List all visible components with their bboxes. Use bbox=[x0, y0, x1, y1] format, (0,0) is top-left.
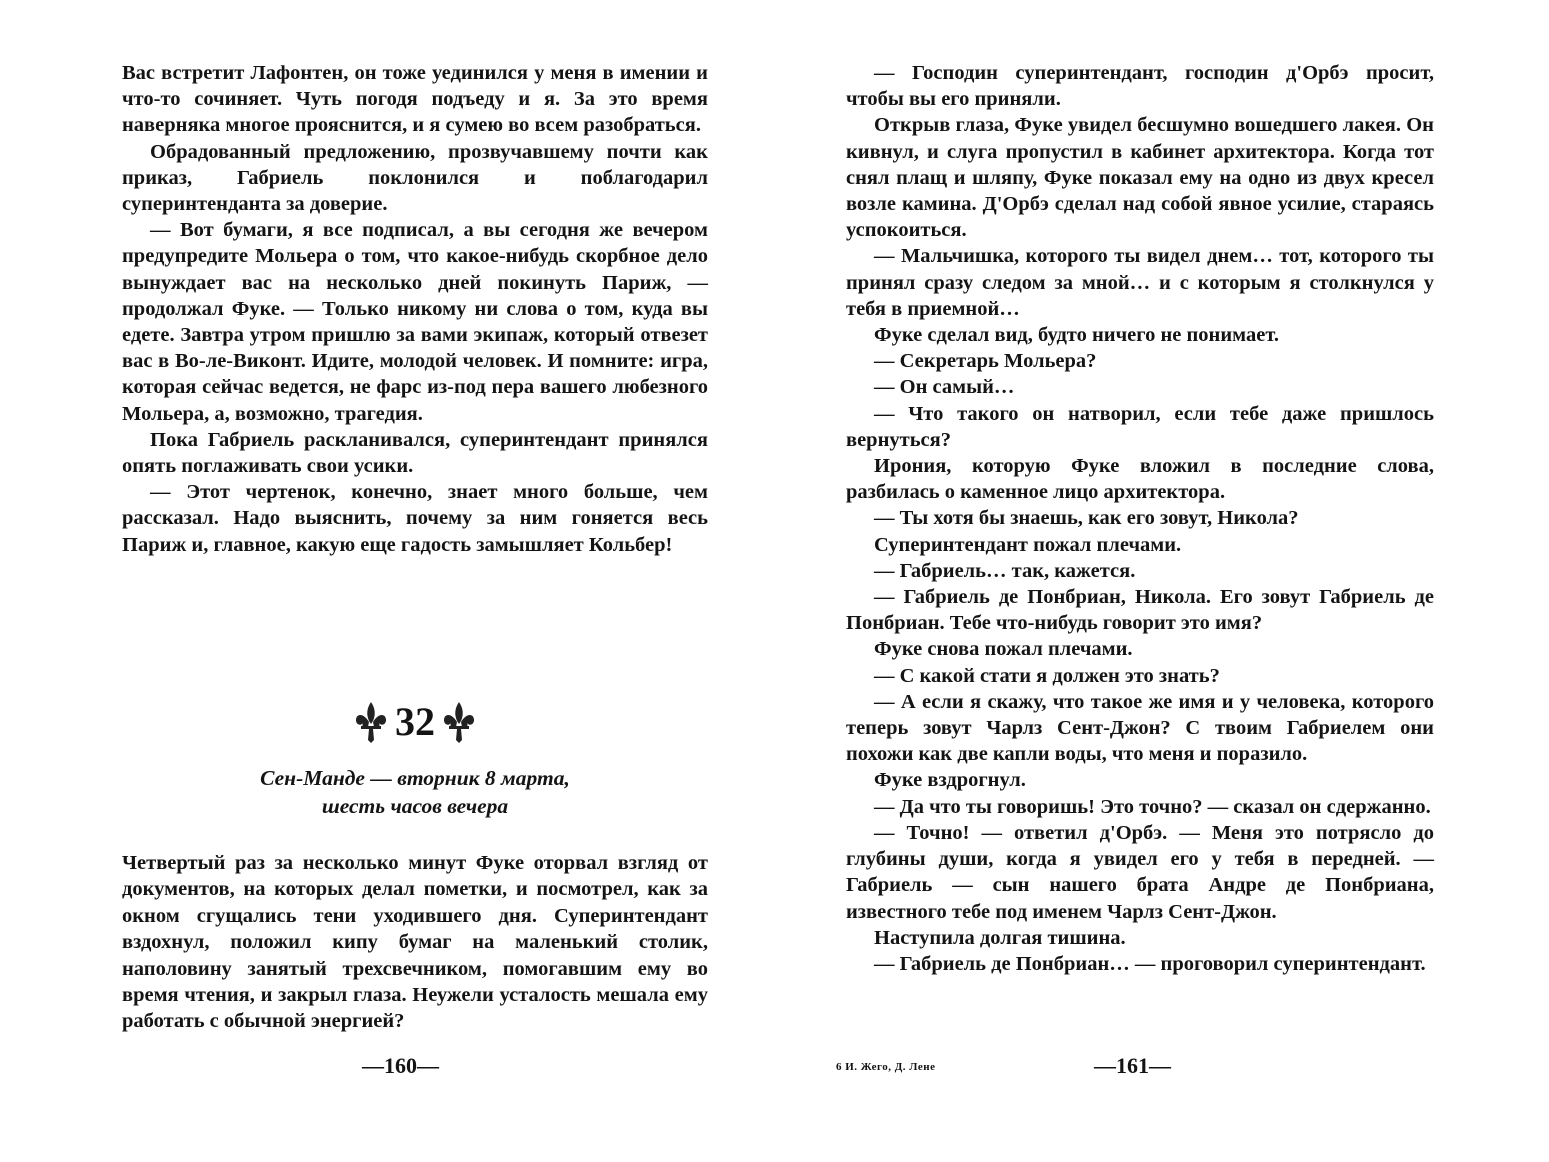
paragraph: — Ты хотя бы знаешь, как его зовут, Никола? bbox=[874, 507, 1299, 530]
paragraph: — Да что ты говоришь! Это точно? — сказал он сдержанно. bbox=[874, 795, 1431, 818]
paragraph: Вас встретит Лафонтен, он тоже уединился у меня в имении и что-то сочиняет. Чуть погодя подъеду и я. За это время наверняка многое прояснится, и я сумею во всем разобраться. bbox=[122, 62, 708, 137]
paragraph: Четвертый раз за несколько минут Фуке оторвал взгляд от документов, на которых делал пометки, и посмотрел, как за окном сгущались тени уходившего дня. Суперинтендант вздохнул, положил кипу бумаг на маленький столик, наполовину занятый трехсвечником, помогавшим ему во время чтения, и закрыл глаза. Неужели усталость мешала ему работать с обычной энергией? bbox=[122, 852, 708, 1033]
chapter-opening bbox=[122, 850, 708, 1035]
fleur-de-lis-icon bbox=[441, 700, 477, 744]
paragraph: — Секретарь Мольера? bbox=[874, 350, 1097, 373]
paragraph: Обрадованный предложению, прозвучавшему почти как приказ, Габриель поклонился и поблагодарил суперинтенданта за доверие. bbox=[122, 140, 708, 216]
chapter-number-block bbox=[353, 692, 477, 752]
paragraph: Открыв глаза, Фуке увидел бесшумно вошедшего лакея. Он кивнул, и слуга пропустил в кабинет архитектора. Когда тот снял плащ и шляпу, Фуке показал ему на одно из двух кресел возле камина. Д'Орбэ сделал над собой явное усилие, стараясь успокоиться. bbox=[846, 114, 1434, 242]
paragraph: — Что такого он натворил, если тебе даже пришлось вернуться? bbox=[846, 402, 1434, 451]
paragraph: — Господин суперинтендант, господин д'Орбэ просит, чтобы вы его приняли. bbox=[846, 62, 1434, 111]
left-page-text bbox=[122, 60, 708, 558]
paragraph: — Этот чертенок, конечно, знает много больше, чем рассказал. Надо выяснить, почему за ним гоняется весь Париж и, главное, какую еще гадость замышляет Кольбер! bbox=[122, 481, 708, 556]
paragraph: — Габриель… так, кажется. bbox=[874, 559, 1136, 582]
chapter-subtitle-line: шесть часов вечера bbox=[321, 794, 509, 818]
paragraph: — Он самый… bbox=[874, 376, 1015, 399]
paragraph: — Габриель де Понбриан, Никола. Его зовут Габриель де Понбриан. Тебе что-нибудь говорит это имя? bbox=[846, 586, 1434, 635]
chapter-heading bbox=[122, 692, 708, 752]
chapter-subtitle-line: Сен-Манде — вторник 8 марта, bbox=[260, 766, 570, 790]
page-number-right: —161— bbox=[1094, 1053, 1171, 1078]
fleur-de-lis-icon bbox=[353, 700, 389, 744]
paragraph: — С какой стати я должен это знать? bbox=[874, 664, 1220, 687]
paragraph: Пока Габриель раскланивался, суперинтендант принялся опять поглаживать свои усики. bbox=[122, 428, 708, 478]
paragraph: — Вот бумаги, я все подписал, а вы сегодня же вечером предупредите Мольера о том, что какое-нибудь скорбное дело вынуждает вас на несколько дней покинуть Париж, — продолжал Фуке. — Только никому ни слова о том, куда вы едете. Завтра утром пришлю за вами экипаж, который отвезет вас в Во-ле-Виконт. Идите, молодой человек. И помните: игра, которая сейчас ведется, не фарс из-под пера вашего любезного Мольера, а, возможно, трагедия. bbox=[122, 219, 708, 425]
paragraph: Фуке снова пожал плечами. bbox=[874, 638, 1133, 661]
right-page-text bbox=[846, 60, 1434, 977]
chapter-number: 32 bbox=[395, 699, 435, 744]
paragraph: Ирония, которую Фуке вложил в последние слова, разбилась о каменное лицо архитектора. bbox=[846, 455, 1434, 504]
page-number-left: —160— bbox=[362, 1053, 439, 1078]
printer-signature: 6 И. Жего, Д. Лене bbox=[836, 1061, 936, 1073]
paragraph: Суперинтендант пожал плечами. bbox=[874, 533, 1182, 556]
chapter-subtitle bbox=[122, 764, 708, 820]
paragraph: Фуке вздрогнул. bbox=[874, 769, 1026, 792]
paragraph: — А если я скажу, что такое же имя и у человека, которого теперь зовут Чарлз Сент-Джон? С твоим Габриелем они похожи как две капли воды, что меня и поразило. bbox=[846, 690, 1434, 766]
paragraph: Наступила долгая тишина. bbox=[874, 926, 1126, 949]
paragraph: Фуке сделал вид, будто ничего не понимает. bbox=[874, 324, 1279, 347]
paragraph: — Габриель де Понбриан… — проговорил суперинтендант. bbox=[874, 952, 1426, 975]
paragraph: — Мальчишка, которого ты видел днем… тот, которого ты принял сразу следом за мной… и с которым я столкнулся у тебя в приемной… bbox=[846, 245, 1434, 320]
paragraph: — Точно! — ответил д'Орбэ. — Меня это потрясло до глубины души, когда я увидел его у тебя в передней. — Габриель — сын нашего брата Андре де Понбриана, известного тебе под именем Чарлз Сент-Джон. bbox=[846, 821, 1434, 923]
